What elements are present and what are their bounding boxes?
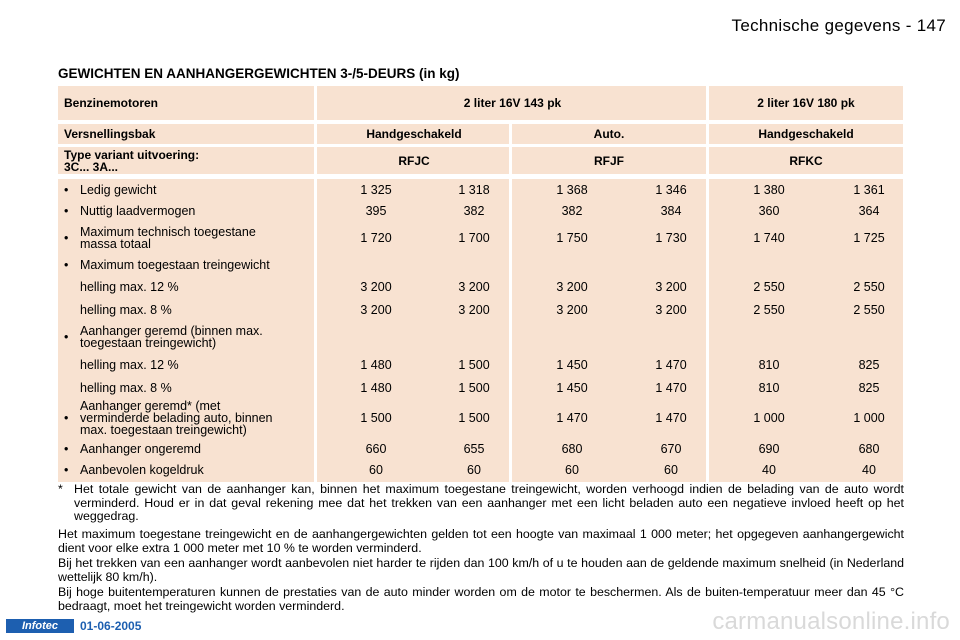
row-value: 655 [463,441,485,456]
table-row [58,353,903,377]
table-row [58,299,903,320]
row-value: 384 [660,203,682,218]
row-value: 3 200 [655,280,687,294]
row-value: 680 [561,441,583,456]
row-label: helling max. 8 % [80,380,172,395]
row-value: 1 000 [853,411,885,425]
note-altitude: Het maximum toegestane treingewicht en de aanhangergewichten gelden tot een hoogte van maximaal 1 000 meter; het opgegeven aanhangergewicht dient voor elke extra 1 000 meter met 10 % te worden verminderd. [58,527,904,555]
table-row [58,398,903,438]
table-row [58,459,903,480]
row-value: 60 [369,462,383,477]
row-value: 825 [858,358,880,372]
row-label: • Aanhanger geremd* (met verminderde belading auto, binnen max. toegestaan treingewicht) [64,398,312,438]
row-label: helling max. 12 % [80,280,179,294]
row-label: helling max. 12 % [80,358,179,372]
row-value: 1 730 [655,230,687,245]
row-label: • Maximum technisch toegestane massa totaal [64,221,312,254]
row-value: 680 [858,441,880,456]
note-speed: Bij het trekken van een aanhanger wordt aanbevolen niet harder te rijden dan 100 km/h of u te houden aan de geldende maximum snelheid (in Nederland wettelijk 80 km/h). [58,556,904,584]
footnote-star [58,483,904,524]
row-value: 660 [365,441,387,456]
row-value: 1 470 [655,380,687,395]
table-row [58,275,903,299]
row-value: 825 [858,380,880,395]
row-value: 1 380 [753,182,785,197]
gearbox-manual-2: Handgeschakeld [758,127,854,141]
row-value: 3 200 [360,280,392,294]
type-rfjc: RFJC [398,153,430,168]
row-label: • Ledig gewicht [64,179,156,200]
table-row [58,179,903,200]
engine-143: 2 liter 16V 143 pk [463,96,562,110]
row-value: 1 325 [360,182,392,197]
footnote-star-mark: * [58,482,63,496]
table-row [58,254,903,275]
table-row [58,221,903,254]
row-value: 3 200 [360,302,392,317]
row-value: 1 361 [853,182,885,197]
row-value: 60 [467,462,481,477]
row-value: 1 500 [458,358,490,372]
row-value: 60 [664,462,678,477]
row-label: • Nuttig laadvermogen [64,200,195,221]
row-value: 1 470 [655,358,687,372]
row-label: • Aanbevolen kogeldruk [64,459,204,480]
row-value: 40 [762,462,776,477]
row-value: 810 [758,358,780,372]
row-value: 1 450 [556,380,588,395]
row-label: helling max. 8 % [80,302,172,317]
engine-180: 2 liter 16V 180 pk [757,96,855,110]
row-value: 1 470 [556,411,588,425]
row-value: 1 750 [556,230,588,245]
row-value: 3 200 [458,302,490,317]
row-value: 1 720 [360,230,392,245]
gearbox-manual-1: Handgeschakeld [366,127,462,141]
type-rfkc: RFKC [789,153,823,168]
note-temperature: Bij hoge buitentemperaturen kunnen de prestaties van de auto minder worden om de motor te beschermen. Als de buiten-temperatuur meer dan 45 °C bedraagt, moet het treingewicht worden verminderd. [58,585,904,613]
gearbox-label: Versnellingsbak [64,127,156,141]
row-value: 1 000 [753,411,785,425]
row-value: 1 346 [655,182,687,197]
table-row [58,438,903,459]
row-value: 3 200 [556,280,588,294]
row-value: 3 200 [556,302,588,317]
row-value: 2 550 [853,280,885,294]
type-row [58,147,903,174]
row-value: 1 500 [458,411,490,425]
row-label: • Aanhanger geremd (binnen max. toegestaan treingewicht) [64,320,312,353]
type-label: Type variant uitvoering: 3C... 3A... [64,147,200,174]
row-value: 40 [862,462,876,477]
row-value: 60 [565,462,579,477]
row-value: 364 [858,203,880,218]
row-value: 1 740 [753,230,785,245]
infotec-logo: Infotec [6,619,74,633]
gearbox-auto: Auto. [593,127,625,141]
row-value: 3 200 [655,302,687,317]
row-value: 2 550 [753,280,785,294]
page-header-title: Technische gegevens - 147 [731,16,946,35]
row-value: 1 318 [458,182,490,197]
row-value: 1 500 [458,380,490,395]
weights-table [58,86,903,482]
row-value: 1 470 [655,411,687,425]
row-value: 1 480 [360,380,392,395]
footnote-star-text: Het totale gewicht van de aanhanger kan, binnen het maximum toegestane treingewicht, worden verhoogd indien de belading van de auto wordt verminderd. Houd er in dat geval rekening mee dat het trekken van een aanhanger met een licht beladen auto een negatieve invloed heeft op het weggedrag. [74,482,904,523]
footer-date: 01-06-2005 [80,619,142,633]
section-title: GEWICHTEN EN AANHANGERGEWICHTEN 3-/5-DEURS (in kg) [58,66,460,81]
row-value: 1 500 [360,411,392,425]
table-row [58,200,903,221]
row-value: 1 700 [458,230,490,245]
row-value: 360 [758,203,780,218]
row-value: 670 [660,441,682,456]
type-rfjf: RFJF [594,153,624,168]
row-value: 810 [758,380,780,395]
engines-row [58,86,903,120]
row-label: • Aanhanger ongeremd [64,438,201,459]
row-value: 382 [561,203,583,218]
row-value: 1 725 [853,230,885,245]
table-row [58,377,903,398]
row-value: 2 550 [753,302,785,317]
table-row [58,320,903,353]
watermark: carmanualsonline.info [712,608,950,635]
row-value: 1 450 [556,358,588,372]
engines-label: Benzinemotoren [64,96,159,110]
table-body [58,179,903,482]
row-value: 1 480 [360,358,392,372]
row-value: 395 [365,203,387,218]
row-value: 2 550 [853,302,885,317]
row-value: 1 368 [556,182,588,197]
row-value: 3 200 [458,280,490,294]
row-label: • Maximum toegestaan treingewicht [64,254,270,275]
row-value: 382 [463,203,485,218]
row-value: 690 [758,441,780,456]
gearbox-row [58,124,903,144]
